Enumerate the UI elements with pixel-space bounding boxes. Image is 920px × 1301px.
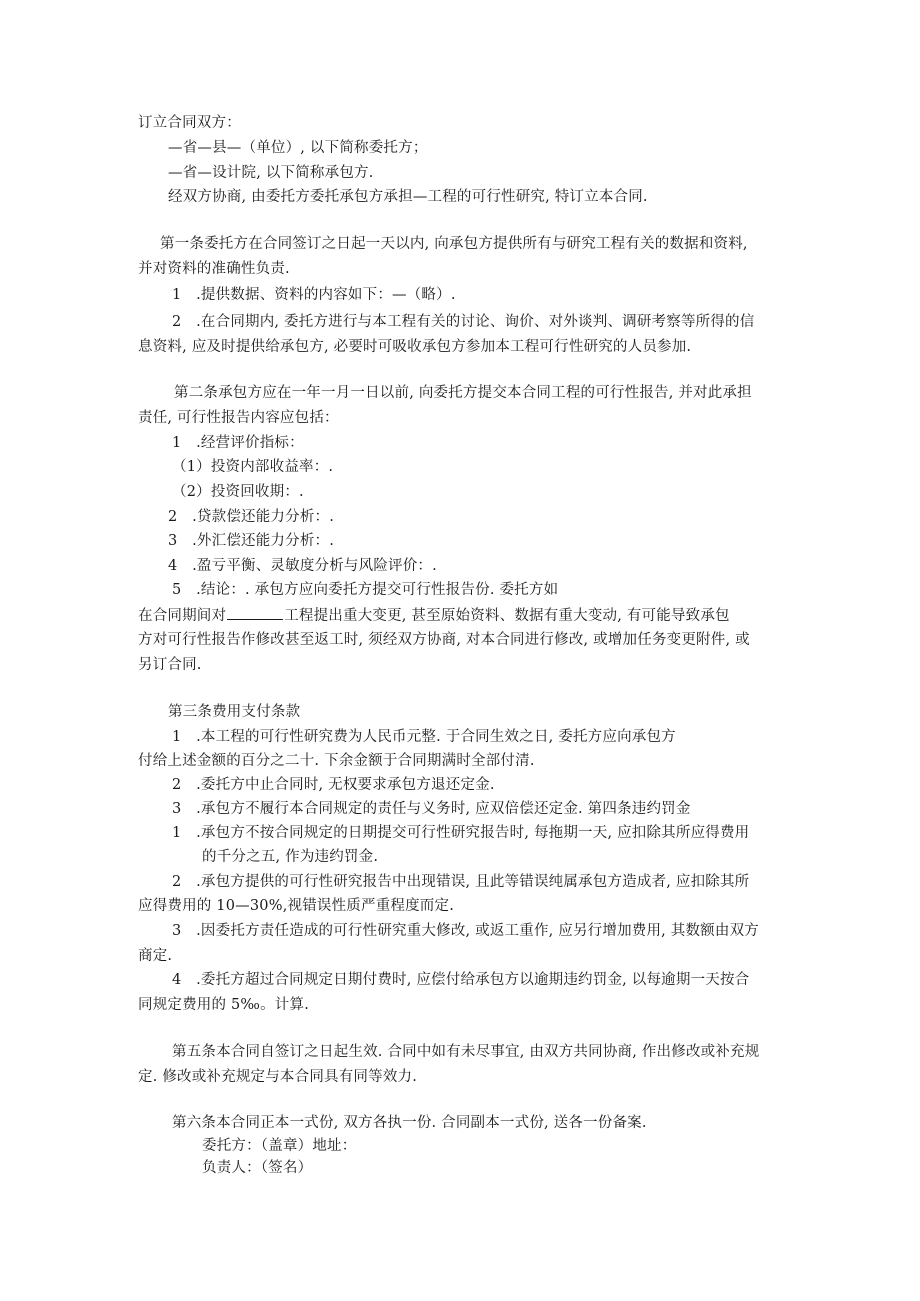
article1-line2: 并对资料的准确性负责.: [138, 261, 290, 277]
article1-item2-line2: 息资料, 应及时提供给承包方, 必要时可吸收承包方参加本工程可行性研究的人员参加.: [138, 339, 692, 355]
article4-item2-line1: 2 .承包方提供的可行性研究报告中出现错误, 且此等错误纯属承包方造成者, 应扣除其所: [172, 874, 750, 890]
article2-item2: 2 .贷款偿还能力分析：.: [168, 509, 335, 525]
article3-item3: 3 .承包方不履行本合同规定的责任与义务时, 应双倍偿还定金. 第四条违约罚金: [172, 801, 691, 817]
article4-item3-line2: 商定.: [138, 948, 173, 964]
article4-item4-line2: 同规定费用的 5‰。计算.: [138, 997, 309, 1013]
party-b-line: —省—设计院, 以下简称承包方.: [168, 165, 374, 181]
article5-line2: 定. 修改或补充规定与本合同具有同等效力.: [138, 1069, 418, 1085]
client-signature-line: 委托方：（盖章）地址：: [202, 1138, 357, 1154]
article2-item5: 5 .结论：. 承包方应向委托方提交可行性报告份. 委托方如: [172, 582, 559, 598]
blank-underline: [227, 605, 283, 620]
article1-item2-line1: 2 .在合同期内, 委托方进行与本工程有关的讨论、询价、对外谈判、调研考察等所得的信: [172, 314, 755, 330]
article2-cont1: [138, 605, 730, 626]
article2-cont3: 另订合同.: [138, 657, 202, 673]
article2-cont2: 方对可行性报告作修改甚至返工时, 须经双方协商, 对本合同进行修改, 或增加任务变更附件, 或: [138, 632, 750, 648]
article2-item4: 4 .盈亏平衡、灵敏度分析与风险评价：.: [168, 558, 437, 574]
article3-item1-line1: 1 .本工程的可行性研究费为人民币元整. 于合同生效之日, 委托方应向承包方: [172, 729, 676, 745]
article5-line1: 第五条本合同自签订之日起生效. 合同中如有未尽事宜, 由双方共同协商, 作出修改或补充规: [172, 1044, 760, 1060]
article3-item1-line2: 付给上述金额的百分之二十. 下余金额于合同期满时全部付清.: [138, 753, 535, 769]
article1-line1: 第一条委托方在合同签订之日起一天以内, 向承包方提供所有与研究工程有关的数据和资料,: [160, 236, 748, 252]
article2-cont1-after: 工程提出重大变更, 甚至原始资料、数据有重大变动, 有可能导致承包: [284, 608, 730, 624]
responsible-person-line: 负责人：（签名）: [202, 1160, 313, 1176]
article2-line2: 责任, 可行性报告内容应包括：: [138, 410, 339, 426]
article4-item1-line1: 1 .承包方不按合同规定的日期提交可行性研究报告时, 每拖期一天, 应扣除其所应得费用: [172, 825, 750, 841]
article2-item3: 3 .外汇偿还能力分析：.: [168, 533, 335, 549]
article2-sub1: （1）投资内部收益率：.: [172, 459, 334, 475]
article3-heading: 第三条费用支付条款: [168, 704, 301, 720]
article4-item3-line1: 3 .因委托方责任造成的可行性研究重大修改, 或返工重作, 应另行增加费用, 其数额由双方: [172, 923, 759, 939]
article6-line1: 第六条本合同正本一式份, 双方各执一份. 合同副本一式份, 送各一份备案.: [172, 1115, 647, 1131]
article4-item1-line2: 的千分之五, 作为违约罚金.: [202, 849, 379, 865]
article2-line1: 第二条承包方应在一年一月一日以前, 向委托方提交本合同工程的可行性报告, 并对此承担: [174, 385, 752, 401]
party-a-line: —省—县—（单位）, 以下简称委托方；: [168, 140, 428, 156]
article1-item1: 1 .提供数据、资料的内容如下：—（略）.: [172, 287, 456, 303]
article2-cont1-before: 在合同期间对: [138, 608, 227, 624]
agreement-line: 经双方协商, 由委托方委托承包方承担—工程的可行性研究, 特订立本合同.: [168, 189, 648, 205]
article4-item2-line2: 应得费用的 10—30%,视错误性质严重程度而定.: [138, 898, 455, 914]
article2-sub2: （2）投资回收期：.: [172, 484, 304, 500]
article2-item1: 1 .经营评价指标：: [172, 435, 304, 451]
article3-item2: 2 .委托方中止合同时, 无权要求承包方退还定金.: [172, 777, 495, 793]
article4-item4-line1: 4 .委托方超过合同规定日期付费时, 应偿付给承包方以逾期违约罚金, 以每逾期一天按合: [172, 972, 750, 988]
opening-title: 订立合同双方：: [138, 115, 241, 131]
